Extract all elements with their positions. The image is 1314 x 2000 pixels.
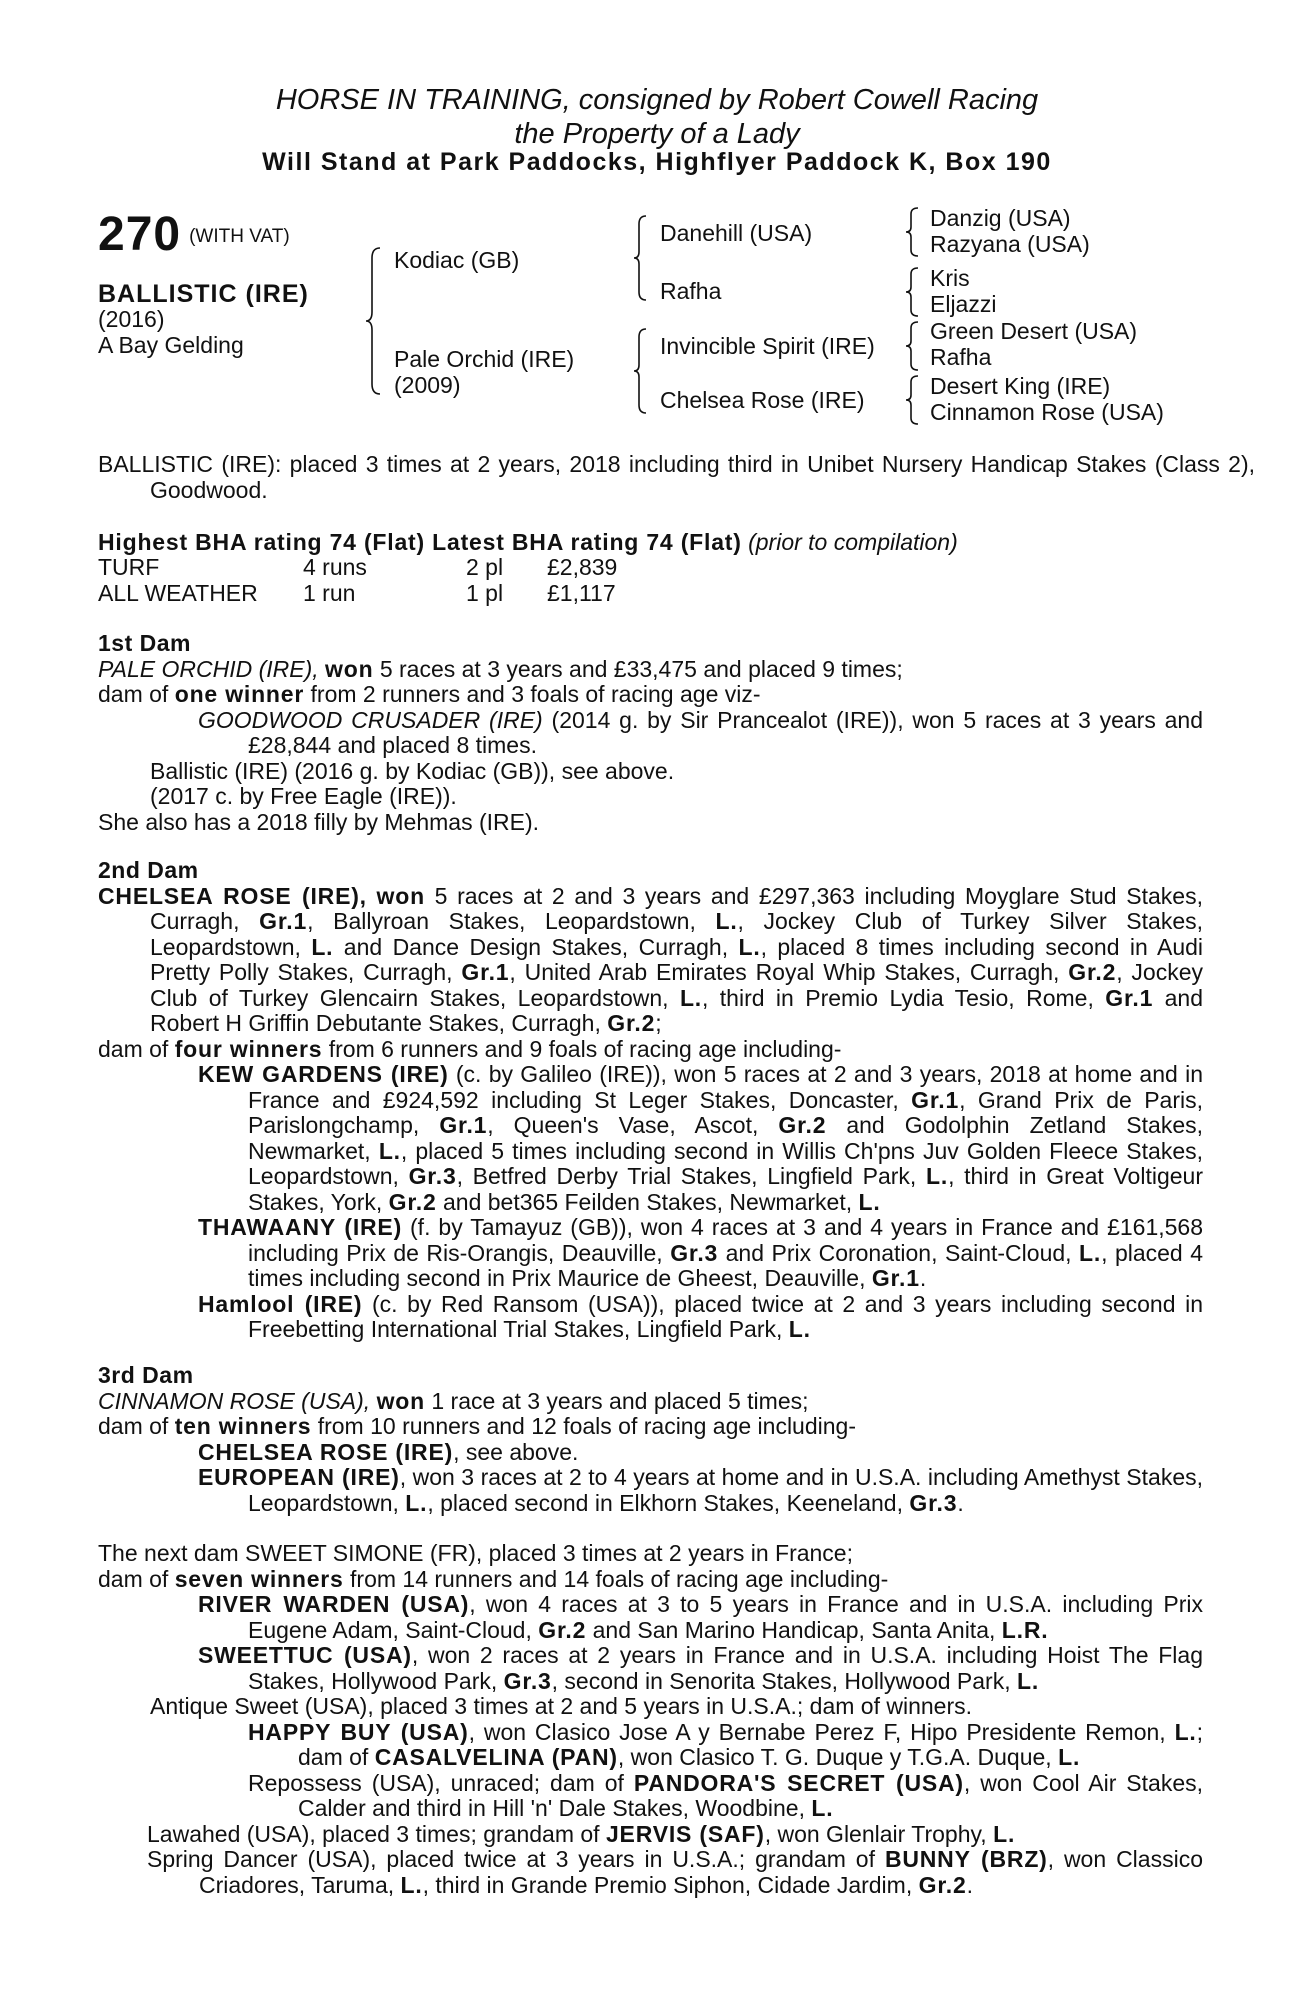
property-line: the Property of a Lady — [514, 118, 800, 150]
horse-name: BALLISTIC (IRE) — [98, 280, 309, 308]
text: , Betfred Derby Trial Stakes, Lingfield Park, — [456, 1163, 917, 1189]
text: from 14 runners and 14 foals of racing age including- — [350, 1565, 889, 1592]
text: , placed 5 times including second in Willis Ch'pns Juv Golden Fleece Stakes, Leopardstown, — [248, 1137, 1204, 1189]
text: (2014 g. by Sir Prancealot (IRE)), won 5 races at 3 years and £28,844 and placed 8 times. — [248, 706, 1204, 758]
produce-european — [98, 1465, 1203, 1516]
produce-goodwood-crusader — [98, 708, 1203, 759]
text: , won Classico Criadores, Taruma, — [199, 1846, 1203, 1898]
next-dam-section — [98, 1541, 1203, 1898]
third-dam-heading: 3rd Dam — [98, 1362, 194, 1388]
text: , second in Senorita Stakes, Hollywood Park, — [551, 1667, 1011, 1694]
rating-table — [98, 555, 617, 606]
pedigree-dam-sire: Invincible Spirit (IRE) — [660, 333, 875, 359]
grade: L. — [858, 1188, 881, 1215]
runs-cell: 4 runs — [303, 554, 367, 580]
first-dam-heading: 1st Dam — [98, 630, 191, 656]
dam-name: CINNAMON ROSE (USA), — [98, 1387, 371, 1414]
text: (c. by Red Ransom (USA)), placed twice at 2 and 3 years including second in Freebetting International Trial Stakes, Lingfield Park, — [248, 1290, 1203, 1342]
dam-name: PALE ORCHID (IRE), — [98, 655, 319, 682]
second-dam-record — [98, 884, 1203, 1037]
winner-count: four winners — [174, 1035, 323, 1062]
text: and bet365 Feilden Stakes, Newmarket, — [443, 1188, 853, 1215]
pedigree-brace-g3 — [904, 320, 922, 372]
pedigree-brace-main — [364, 246, 384, 396]
text: , Jockey Club of Turkey Glencairn Stakes, Leopardstown, — [150, 959, 1204, 1011]
pedigree-brace-dam — [632, 327, 650, 415]
grade: Gr.1 — [439, 1112, 488, 1138]
pedigree-g4: Eljazzi — [930, 291, 997, 317]
text: Repossess (USA), unraced; dam of — [248, 1769, 624, 1796]
grade: L. — [378, 1137, 401, 1164]
pedigree-g1: Danzig (USA) — [930, 205, 1071, 231]
produce-spring-dancer — [98, 1847, 1203, 1898]
produce-name: HAPPY BUY (USA) — [248, 1718, 469, 1745]
next-dam-record: The next dam SWEET SIMONE (FR), placed 3 times at 2 years in France; — [98, 1540, 853, 1566]
pedigree-sire-sire: Danehill (USA) — [660, 220, 813, 246]
text: Lawahed (USA), placed 3 times; grandam of — [147, 1820, 600, 1847]
prize-cell: £1,117 — [547, 579, 616, 606]
text: , won Clasico T. G. Duque y T.G.A. Duque, — [617, 1744, 1052, 1770]
grade: L. — [788, 1316, 811, 1342]
text: , see above. — [453, 1438, 579, 1465]
produce-repossess — [148, 1771, 1203, 1822]
prize-cell: £2,839 — [547, 554, 618, 580]
produce-name: GOODWOOD CRUSADER (IRE) — [198, 706, 543, 733]
produce-name: RIVER WARDEN (USA) — [198, 1591, 470, 1617]
grade: L. — [1017, 1667, 1040, 1694]
third-dam-section — [98, 1363, 1203, 1516]
won-label: won — [325, 655, 374, 682]
text: . — [957, 1489, 964, 1516]
text: and Godolphin Zetland Stakes, Newmarket, — [248, 1112, 1203, 1164]
rating-line — [98, 530, 1203, 556]
pedigree-brace-g2 — [904, 266, 922, 318]
text: . — [919, 1265, 927, 1291]
produce-name: PANDORA'S SECRET (USA) — [633, 1769, 964, 1796]
text: 1 race at 3 years and placed 5 times; — [431, 1387, 809, 1414]
grade: Gr.1 — [911, 1086, 960, 1113]
produce-hamlool — [98, 1292, 1203, 1343]
text: , third in Great Voltigeur Stakes, York, — [248, 1163, 1203, 1215]
first-dam-record — [98, 657, 1203, 683]
produce-lawahed — [98, 1822, 1203, 1848]
produce-name: JERVIS (SAF) — [605, 1820, 765, 1847]
text: ; — [655, 1010, 662, 1036]
pedigree-dam: Pale Orchid (IRE) — [394, 346, 575, 372]
produce-sweettuc — [98, 1643, 1203, 1694]
produce-antique-sweet: Antique Sweet (USA), placed 3 times at 2 and 5 years in U.S.A.; dam of winners. — [150, 1693, 973, 1719]
grade: Gr.1 — [871, 1265, 920, 1291]
pedigree-brace-sire — [632, 214, 650, 302]
produce-name: THAWAANY (IRE) — [198, 1214, 403, 1240]
next-dam-produce — [98, 1567, 1203, 1593]
text: , United Arab Emirates Royal Whip Stakes, Curragh, — [509, 959, 1060, 985]
grade: L. — [993, 1820, 1016, 1847]
text: , Grand Prix de Paris, Parislongchamp, — [248, 1086, 1204, 1138]
text: (c. by Galileo (IRE)), won 5 races at 2 and 3 years, 2018 at home and in France and £924,592 including St Leger Stakes, Doncaster, — [248, 1061, 1204, 1113]
produce-river-warden — [98, 1592, 1203, 1643]
grade: Gr.1 — [461, 959, 510, 985]
produce-name: CHELSEA ROSE (IRE) — [198, 1438, 454, 1465]
text: dam of — [98, 1035, 169, 1062]
record-text: 5 races at 3 years and £33,475 and placed 9 times; — [379, 655, 903, 682]
text: and San Marino Handicap, Santa Anita, — [592, 1616, 996, 1643]
text: Spring Dancer (USA), placed twice at 3 years in U.S.A.; grandam of — [147, 1846, 875, 1872]
third-dam-produce — [98, 1414, 1203, 1440]
third-dam-record — [98, 1389, 1203, 1415]
grade: L. — [811, 1795, 834, 1821]
text: , won Clasico Jose A y Bernabe Perez F, Hipo Presidente Remon, — [468, 1718, 1166, 1745]
produce-name: SWEETTUC (USA) — [198, 1642, 412, 1668]
pedigree-brace-g4 — [904, 374, 922, 426]
text: from 6 runners and 9 foals of racing age including- — [328, 1035, 842, 1062]
grade: Gr.2 — [607, 1010, 656, 1036]
pedigree-sire: Kodiac (GB) — [394, 247, 520, 273]
grade: Gr.3 — [503, 1667, 552, 1694]
rating-note: (prior to compilation) — [748, 529, 958, 555]
text: , won Cool Air Stakes, Calder and third in Hill 'n' Dale Stakes, Woodbine, — [298, 1769, 1204, 1821]
grade: L. — [926, 1163, 949, 1189]
produce-happy-buy — [148, 1720, 1203, 1771]
winner-count: seven winners — [174, 1565, 344, 1592]
text: , won Glenlair Trophy, — [764, 1820, 987, 1847]
grade: L. — [405, 1489, 428, 1516]
second-dam-section — [98, 858, 1203, 1343]
second-dam-heading: 2nd Dam — [98, 857, 199, 883]
placed-cell: 1 pl — [466, 579, 504, 606]
horse-description: A Bay Gelding — [98, 332, 244, 358]
horse-year: (2016) — [98, 306, 165, 332]
pedigree-g7: Desert King (IRE) — [930, 373, 1111, 399]
grade: L. — [1174, 1718, 1197, 1745]
produce-chelsea-rose — [98, 1440, 1203, 1466]
placed-cell: 2 pl — [466, 554, 504, 580]
second-dam-produce — [98, 1037, 1203, 1063]
grade: Gr.3 — [408, 1163, 457, 1189]
grade: L. — [715, 908, 738, 934]
rating-text: Highest BHA rating 74 (Flat) Latest BHA rating 74 (Flat) — [98, 529, 742, 555]
runs-cell: 1 run — [303, 579, 356, 606]
grade: L. — [738, 933, 761, 960]
produce-ballistic: Ballistic (IRE) (2016 g. by Kodiac (GB)), see above. — [150, 757, 675, 784]
winner-count: one winner — [174, 681, 305, 707]
pedigree-sire-dam: Rafha — [660, 278, 722, 304]
rating-table-wrap — [98, 555, 1203, 606]
text: , Queen's Vase, Ascot, — [487, 1112, 759, 1138]
first-dam-section — [98, 631, 1203, 835]
pedigree-brace-g1 — [904, 206, 922, 258]
text: ; dam of — [298, 1718, 1203, 1770]
text: , won 3 races at 2 to 4 years at home and in U.S.A. including Amethyst Stakes, Leopardstown, — [248, 1464, 1203, 1516]
won-label: won — [376, 1387, 425, 1414]
consignor-line: HORSE IN TRAINING, consigned by Robert Cowell Racing — [275, 84, 1039, 116]
table-row — [98, 581, 617, 607]
surface-cell: TURF — [98, 554, 160, 580]
produce-name: BUNNY (BRZ) — [884, 1846, 1048, 1872]
text: 5 races at 2 and 3 years and £297,363 including Moyglare Stud Stakes, Curragh, — [150, 882, 1203, 934]
grade: Gr.2 — [918, 1871, 967, 1898]
text: from 2 runners and 3 foals of racing age viz- — [310, 681, 761, 707]
text: , Ballyroan Stakes, Leopardstown, — [307, 908, 696, 934]
produce-name: CASALVELINA (PAN) — [374, 1744, 618, 1770]
pedigree-dam-year: (2009) — [394, 372, 461, 398]
text: dam of — [98, 681, 169, 707]
text: . — [966, 1871, 973, 1898]
grade: Gr.3 — [670, 1239, 719, 1266]
text: and Robert H Griffin Debutante Stakes, Curragh, — [150, 984, 1203, 1036]
pedigree-g3: Kris — [930, 265, 970, 291]
stabling-line: Will Stand at Park Paddocks, Highflyer Paddock K, Box 190 — [262, 148, 1052, 176]
text: from 10 runners and 12 foals of racing age including- — [317, 1413, 856, 1439]
grade: Gr.1 — [259, 908, 308, 934]
table-row — [98, 555, 617, 581]
winner-count: ten winners — [174, 1413, 312, 1439]
grade: Gr.2 — [778, 1112, 827, 1138]
text: , third in Premio Lydia Tesio, Rome, — [702, 984, 1094, 1011]
text: , placed 8 times including second in Audi Pretty Polly Stakes, Curragh, — [150, 933, 1204, 985]
produce-name: EUROPEAN (IRE) — [198, 1464, 400, 1490]
produce-2018-filly: She also has a 2018 filly by Mehmas (IRE). — [98, 808, 540, 835]
text: and Prix Coronation, Saint-Cloud, — [725, 1239, 1072, 1266]
grade: Gr.2 — [538, 1616, 587, 1643]
grade: L. — [1058, 1744, 1081, 1770]
grade: L. — [1079, 1239, 1102, 1266]
surface-cell: ALL WEATHER — [98, 579, 258, 606]
lot-number-value: 270 — [98, 208, 182, 261]
text: , Jockey Club of Turkey Silver Stakes, Leopardstown, — [150, 908, 1203, 960]
produce-kew-gardens — [98, 1062, 1203, 1215]
pedigree-g6: Rafha — [930, 344, 992, 370]
text: , placed second in Elkhorn Stakes, Keeneland, — [427, 1489, 903, 1516]
lot-number — [98, 207, 290, 262]
text: , third in Grande Premio Siphon, Cidade Jardim, — [422, 1871, 913, 1898]
text: dam of — [98, 1413, 169, 1439]
produce-name: Hamlool (IRE) — [198, 1290, 363, 1317]
text: dam of — [98, 1565, 169, 1592]
first-dam-produce — [98, 682, 1203, 708]
grade: Gr.2 — [388, 1188, 437, 1215]
produce-thawaany — [98, 1215, 1203, 1292]
grade: L.R. — [1001, 1616, 1049, 1643]
dam-name: CHELSEA ROSE (IRE), — [98, 882, 367, 909]
grade: Gr.3 — [909, 1489, 958, 1516]
pedigree-dam-dam: Chelsea Rose (IRE) — [660, 387, 865, 413]
grade: L. — [679, 984, 702, 1011]
text: , won 4 races at 3 to 5 years in France and in U.S.A. including Prix Eugene Adam, Saint-Cloud, — [248, 1591, 1203, 1643]
text: , placed 4 times including second in Prix Maurice de Gheest, Deauville, — [248, 1239, 1203, 1291]
race-summary: BALLISTIC (IRE): placed 3 times at 2 years, 2018 including third in Unibet Nursery Handicap Stakes (Class 2), Goodwood. — [98, 451, 1255, 503]
text: , won 2 races at 2 years in France and in U.S.A. including Hoist The Flag Stakes, Hollywood Park, — [248, 1642, 1203, 1694]
text: and Dance Design Stakes, Curragh, — [343, 933, 729, 960]
grade: Gr.2 — [1068, 959, 1117, 985]
pedigree-g5: Green Desert (USA) — [930, 318, 1138, 344]
grade: L. — [311, 933, 334, 960]
grade: L. — [400, 1871, 423, 1898]
pedigree-g2: Razyana (USA) — [930, 231, 1090, 257]
vat-label: (WITH VAT) — [189, 226, 290, 247]
produce-name: KEW GARDENS (IRE) — [198, 1061, 449, 1087]
grade: Gr.1 — [1105, 984, 1154, 1011]
pedigree-g8: Cinnamon Rose (USA) — [930, 399, 1164, 425]
text: (f. by Tamayuz (GB)), won 4 races at 3 and 4 years in France and £161,568 including Prix de Ris-Orangis, Deauville, — [248, 1214, 1203, 1266]
won-label: won — [376, 882, 425, 909]
produce-2017-colt: (2017 c. by Free Eagle (IRE)). — [150, 783, 457, 809]
